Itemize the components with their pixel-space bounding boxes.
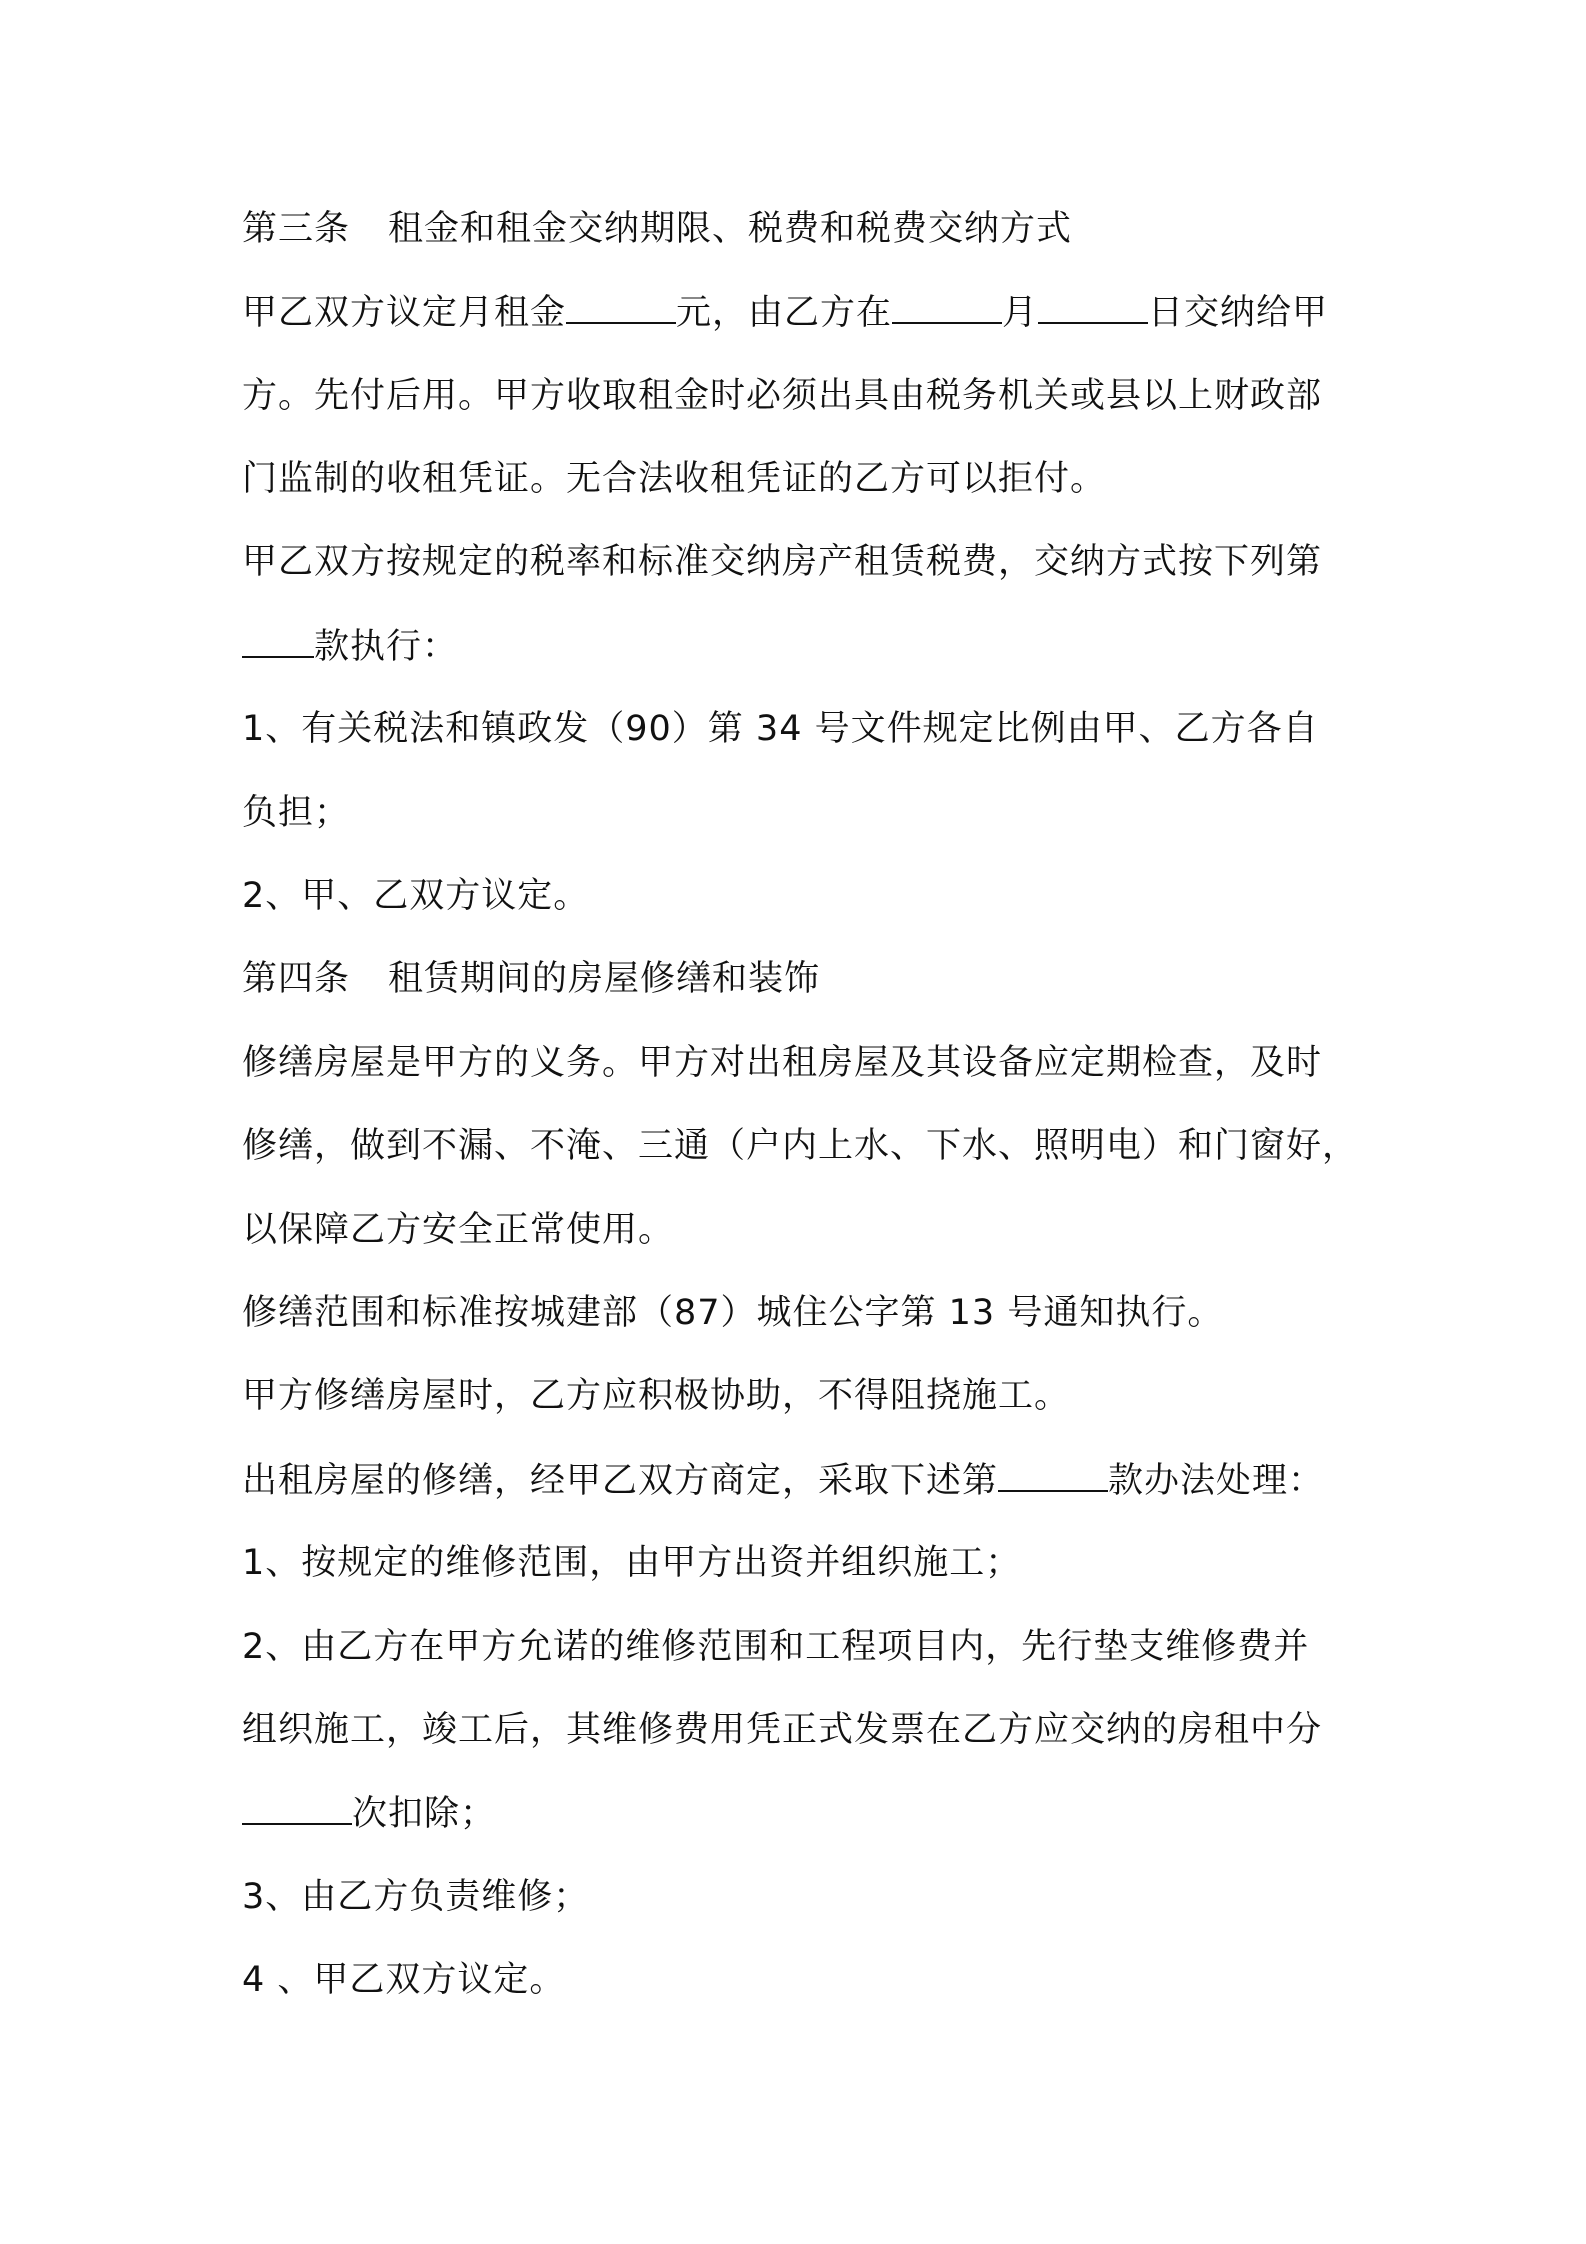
rent-amount-blank [566, 288, 676, 324]
article-4-item-1: 1、按规定的维修范围，由甲方出资并组织施工； [242, 1543, 1022, 1583]
article-3-tax-paragraph-line2 [242, 622, 1352, 670]
article-4-heading [242, 955, 1352, 1003]
repair-method-blank [998, 1456, 1108, 1492]
text-span: 次扣除； [352, 1794, 497, 1834]
text-span: 款办法处理： [1108, 1461, 1325, 1501]
article-4-item-3: 3、由乙方负责维修； [242, 1877, 590, 1917]
article-3-item-1-line1: 1、有关税法和镇政发（90）第 34 号文件规定比例由甲、乙方各自 [242, 709, 1319, 749]
article-4-item-2-line2: 组织施工，竣工后，其维修费用凭正式发票在乙方应交纳的房租中分 [242, 1710, 1323, 1750]
article-4-p3: 甲方修缮房屋时，乙方应积极协助，不得阻挠施工。 [242, 1376, 1071, 1416]
article-3-rent-paragraph-line3: 门监制的收租凭证。无合法收租凭证的乙方可以拒付。 [242, 459, 1107, 499]
article-3-heading [242, 205, 1352, 253]
article-4-p1-line2: 修缮，做到不漏、不淹、三通（户内上水、下水、照明电）和门窗好， [242, 1126, 1359, 1166]
day-blank [1038, 288, 1148, 324]
month-blank [892, 288, 1002, 324]
article-4-item-2-line1: 2、由乙方在甲方允诺的维修范围和工程项目内，先行垫支维修费并 [242, 1627, 1310, 1667]
article-4-item-2-line3 [242, 1789, 1352, 1837]
article-4-p1-line3: 以保障乙方安全正常使用。 [242, 1210, 675, 1250]
text-span: 出租房屋的修缮，经甲乙双方商定，采取下述第 [242, 1461, 999, 1501]
article-4-p2: 修缮范围和标准按城建部（87）城住公字第 13 号通知执行。 [242, 1293, 1224, 1333]
clause-number-blank [242, 622, 314, 658]
article-4-item-4: 4 、甲乙双方议定。 [242, 1960, 566, 2000]
article-3-rent-paragraph-line2: 方。先付后用。甲方收取租金时必须出具由税务机关或县以上财政部 [242, 376, 1323, 416]
article-3-number: 第三条 [242, 209, 351, 249]
article-3-item-2: 2、甲、乙双方议定。 [242, 876, 590, 916]
article-3-tax-paragraph-line1: 甲乙双方按规定的税率和标准交纳房产租赁税费，交纳方式按下列第 [242, 542, 1323, 582]
installment-count-blank [242, 1789, 352, 1825]
article-4-p4 [242, 1456, 1352, 1504]
text-span: 月 [1002, 293, 1039, 333]
article-3-title: 租金和租金交纳期限、税费和税费交纳方式 [388, 209, 1073, 249]
article-4-p1-line1: 修缮房屋是甲方的义务。甲方对出租房屋及其设备应定期检查，及时 [242, 1043, 1323, 1083]
text-span: 甲乙双方议定月租金 [242, 293, 567, 333]
article-4-number: 第四条 [242, 959, 351, 999]
text-span: 款执行： [314, 627, 459, 667]
article-4-title: 租赁期间的房屋修缮和装饰 [388, 959, 821, 999]
article-3-rent-paragraph-line1 [242, 288, 1352, 336]
text-span: 日交纳给甲 [1148, 293, 1329, 333]
text-span: 元，由乙方在 [676, 293, 893, 333]
article-3-item-1-line2: 负担； [242, 793, 351, 833]
